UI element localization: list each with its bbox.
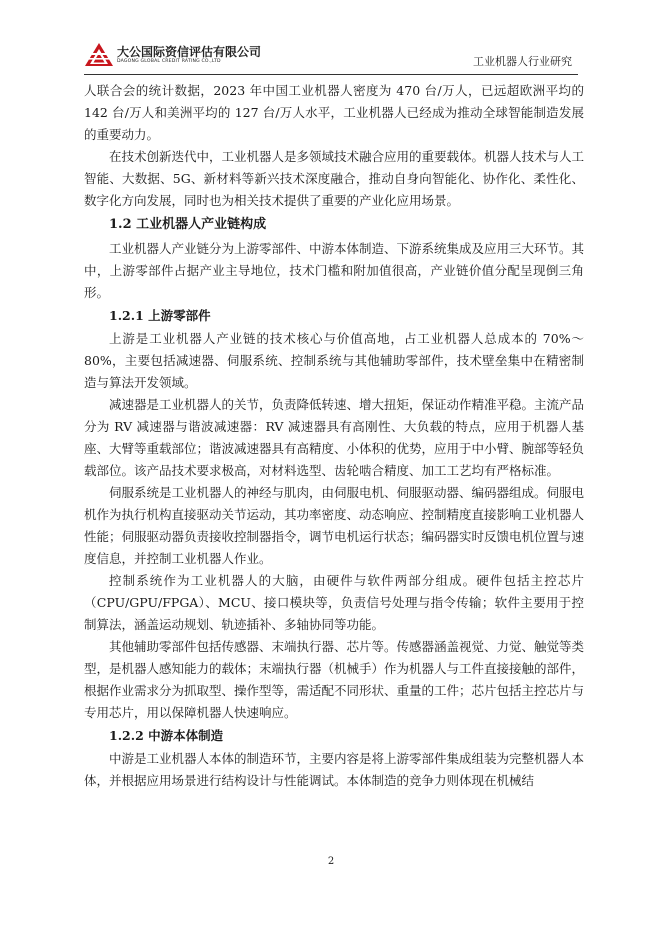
paragraph: 其他辅助零部件包括传感器、末端执行器、芯片等。传感器涵盖视觉、力觉、触觉等类型，是机器人感知能力的载体；末端执行器（机械手）作为机器人与工件直接接触的部件，根据作业需求分为抓取型、操作型等，需适配不同形状、重量的工件；芯片包括主控芯片与专用芯片，用以保障机器人快速响应。: [84, 639, 585, 720]
paragraph: 中游是工业机器人本体的制造环节，主要内容是将上游零部件集成组装为完整机器人本体，并根据应用场景进行结构设计与性能调试。本体制造的竞争力则体现在机械结: [84, 751, 585, 788]
page-number: 2: [327, 856, 335, 867]
paragraph: 控制系统作为工业机器人的大脑，由硬件与软件两部分组成。硬件包括主控芯片（CPU/GPU/FPGA）、MCU、接口模块等，负责信号处理与指令传输；软件主要用于控制算法，涵盖运动规划、轨迹插补、多轴协同等功能。: [84, 573, 584, 632]
page-header: [84, 36, 578, 75]
paragraph: 人联合会的统计数据，2023 年中国工业机器人密度为 470 台/万人，已远超欧洲平均的 142 台/万人和美洲平均的 127 台/万人水平，工业机器人已经成为推动全球智能制造发展的重要动力。: [84, 83, 584, 142]
logo-english-name: DAGONG GLOBAL CREDIT RATING CO.,LTD: [117, 58, 221, 64]
paragraph: 上游是工业机器人产业链的技术核心与价值高地，占工业机器人总成本的 70%～80%，主要包括减速器、伺服系统、控制系统与其他辅助零部件，技术壁垒集中在精密制造与算法开发领域。: [84, 331, 584, 390]
section-heading-1-2: 1.2 工业机器人产业链构成: [109, 217, 267, 232]
paragraph: 伺服系统是工业机器人的神经与肌肉，由伺服电机、伺服驱动器、编码器组成。伺服电机作为执行机构直接驱动关节运动，其功率密度、动态响应、控制精度直接影响工业机器人性能；伺服驱动器负责接收控制器指令，调节电机运行状态；编码器实时反馈电机位置与速度信息，并控制工业机器人作业。: [84, 485, 585, 566]
company-logo: [84, 42, 261, 68]
document-body: [84, 80, 584, 792]
dagong-logo-icon: [84, 42, 114, 68]
section-heading-1-2-2: 1.2.2 中游本体制造: [109, 728, 224, 743]
logo-chinese-name: 大公国际资信评估有限公司: [117, 44, 262, 59]
header-report-title: 工业机器人行业研究: [473, 55, 572, 68]
paragraph: 减速器是工业机器人的关节，负责降低转速、增大扭矩，保证动作精准平稳。主流产品分为 RV 减速器与谐波减速器：RV 减速器具有高刚性、大负载的特点，应用于机器人基座、大臂等重载部位；谐波减速器具有高精度、小体积的优势，应用于中小臂、腕部等轻负载部位。该产品技术要求极高，对材料选型、齿轮啮合精度、加工工艺均有严格标准。: [84, 397, 585, 478]
paragraph: 工业机器人产业链分为上游零部件、中游本体制造、下游系统集成及应用三大环节。其中，上游零部件占据产业主导地位，技术门槛和附加值很高，产业链价值分配呈现倒三角形。: [84, 241, 585, 300]
section-heading-1-2-1: 1.2.1 上游零部件: [109, 308, 211, 323]
paragraph: 在技术创新迭代中，工业机器人是多领域技术融合应用的重要载体。机器人技术与人工智能、大数据、5G、新材料等新兴技术深度融合，推动自身向智能化、协作化、柔性化、数字化方向发展，同时也为相关技术提供了重要的产业化应用场景。: [84, 149, 585, 208]
